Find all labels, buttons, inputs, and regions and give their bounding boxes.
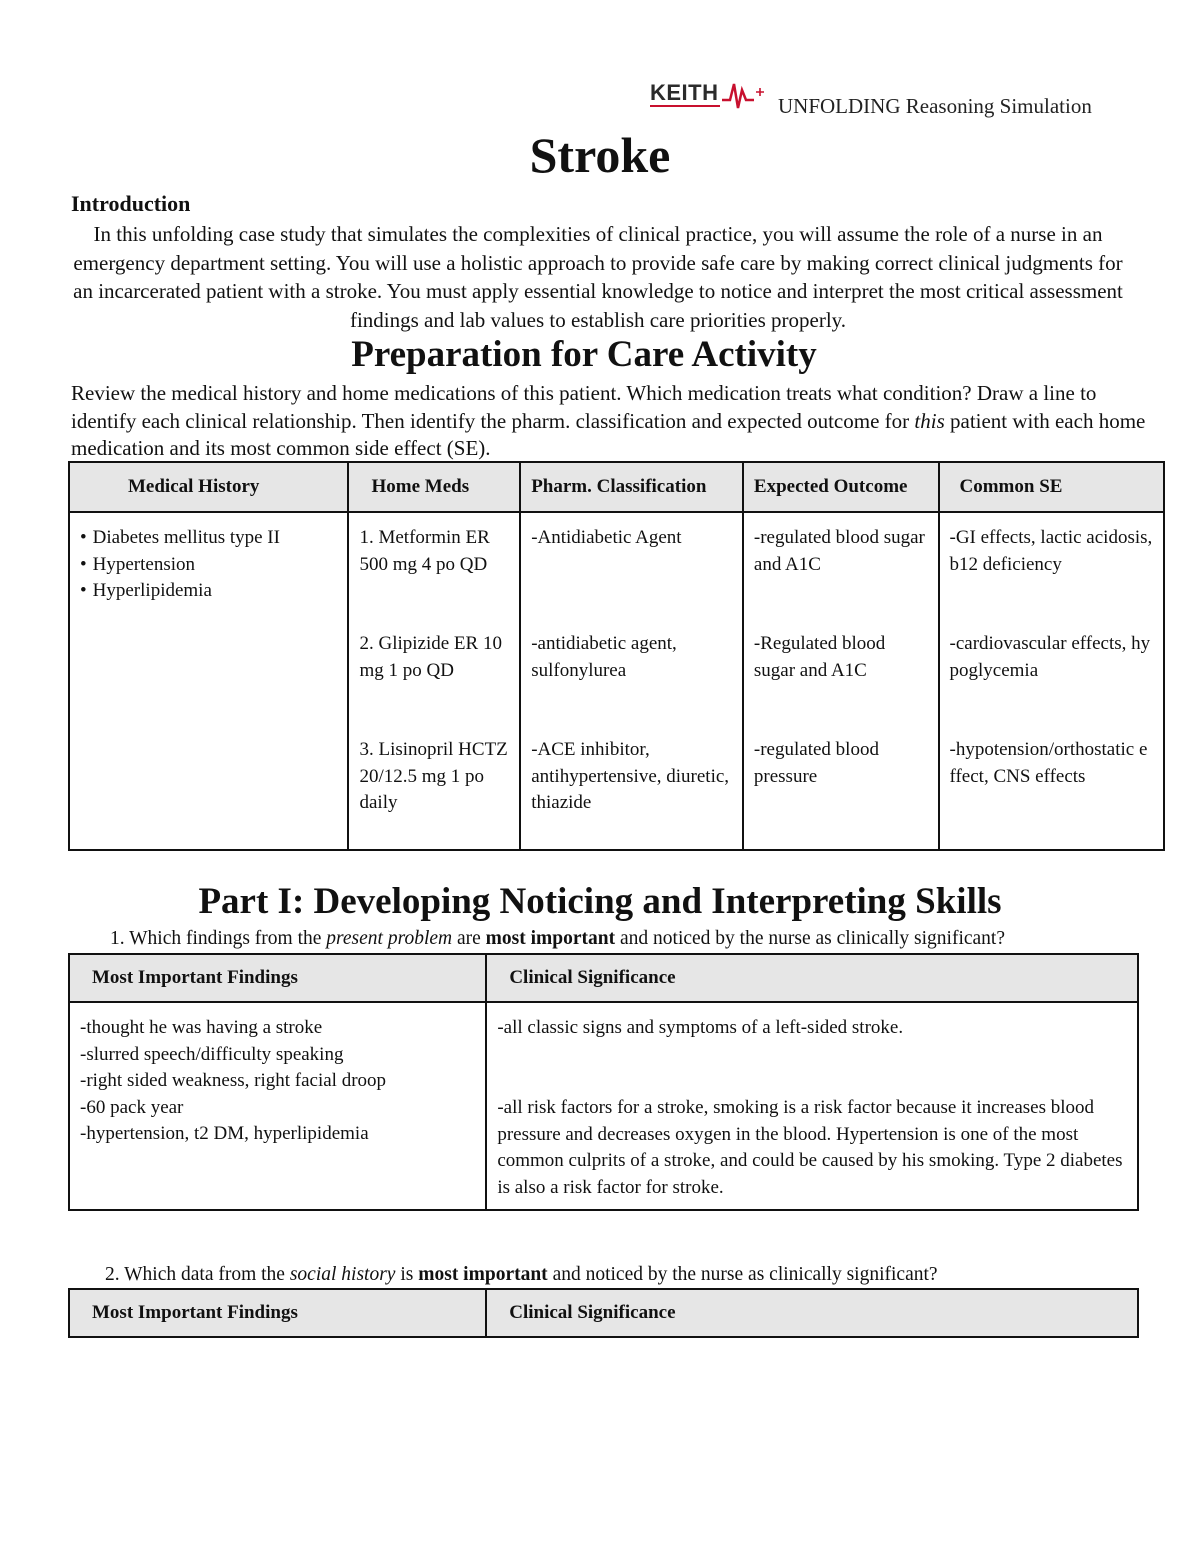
med-name: 1. Metformin ER 500 mg 4 po QD [359,527,490,575]
med-outcome: -regulated blood sugar and A1C [753,527,925,575]
col-clinical-significance: Clinical Significance [486,954,1138,1002]
significance-text-1: -all classic signs and symptoms of a left-sided stroke. [497,1017,904,1038]
col-home-meds: Home Meds [348,462,520,512]
q2-prefix: 2. Which data from the [105,1264,290,1285]
question-1 [110,928,1005,950]
bullet-icon: • [80,580,87,601]
list-item: -60 pack year [80,1096,184,1118]
question-2 [105,1264,938,1286]
bullet-icon: • [80,553,87,575]
preparation-instructions [71,380,1151,463]
findings-cell [69,1002,486,1210]
med-name: 3. Lisinopril HCTZ 20/12.5 mg 1 po daily [359,739,508,813]
history-item-text: Hypertension [92,553,196,575]
list-item: -hypertension, t2 DM, hyperlipidemia [80,1123,369,1144]
list-item: -thought he was having a stroke [80,1017,323,1038]
col-common-se: Common SE [939,462,1165,512]
q1-mid: are [452,928,486,949]
med-outcome: -regulated blood pressure [753,739,879,787]
findings-table-social-history [68,1288,1139,1338]
medication-table-header-row [69,462,1164,512]
med-side-effect: -GI effects, lactic acidosis, b12 deficiency [949,527,1153,575]
col-clinical-significance: Clinical Significance [486,1289,1138,1337]
logo-underline [650,105,720,107]
introduction-heading: Introduction [71,191,191,216]
list-item: -right sided weakness, right facial droop [80,1070,387,1091]
col-medical-history: Medical History [69,462,348,512]
page-title: Stroke [529,127,671,183]
q1-italic: present problem [326,928,453,949]
prep-text-italic: this [914,408,945,433]
medication-table [68,461,1165,851]
classification-cell [520,512,743,850]
home-meds-cell [348,512,520,850]
findings-header-row [69,954,1138,1002]
q1-prefix: 1. Which findings from the [110,928,327,949]
med-outcome: -Regulated blood sugar and A1C [753,633,886,681]
bullet-icon: • [80,527,87,548]
med-side-effect: -cardiovascular effects, hypoglycemia [949,633,1151,681]
med-name: 2. Glipizide ER 10 mg 1 po QD [359,633,502,681]
q2-suffix: and noticed by the nurse as clinically significant? [547,1264,938,1285]
q2-mid: is [395,1264,419,1285]
findings-table-present-problem [68,953,1139,1211]
col-pharm-classification: Pharm. Classification [520,462,743,512]
q2-bold: most important [418,1264,548,1285]
list-item: -slurred speech/difficulty speaking [80,1043,344,1065]
heartbeat-rn-logo-icon [720,78,776,114]
list-item [80,552,337,579]
document-header [650,78,1140,118]
list-item [80,578,337,605]
list-item [80,525,337,552]
med-classification: -Antidiabetic Agent [531,527,682,548]
significance-text-2: -all risk factors for a stroke, smoking is a risk factor because it increases blood pressure and decreases oxygen in the blood. Hypertension is one of the most common culprits of a stroke, and could be caused by his smoking. Type 2 diabetes is also a risk factor for stroke. [497,1097,1123,1198]
history-item-text: Hyperlipidemia [92,580,212,601]
keith-logo-text: KEITH [650,80,719,105]
col-most-important-findings: Most Important Findings [69,954,486,1002]
history-item-text: Diabetes mellitus type II [92,527,280,548]
preparation-title: Preparation for Care Activity [351,334,817,375]
part1-title: Part I: Developing Noticing and Interpreting Skills [198,881,1002,922]
col-expected-outcome: Expected Outcome [743,462,939,512]
table-row [69,1002,1138,1210]
medical-history-cell [69,512,348,850]
med-classification: -ACE inhibitor, antihypertensive, diuretic, thiazide [531,739,730,813]
header-subtitle: UNFOLDING Reasoning Simulation [778,94,1092,118]
q1-suffix: and noticed by the nurse as clinically significant? [615,928,1006,949]
q2-italic: social history [289,1264,396,1285]
med-side-effect: -hypotension/orthostatic effect, CNS effects [949,739,1148,787]
findings-header-row [69,1289,1138,1337]
significance-cell [486,1002,1138,1210]
med-classification: -antidiabetic agent, sulfonylurea [531,633,677,681]
prep-text-1: Review the medical history and home medications of this patient. Which medication treats what condition? Draw a line to identify each clinical relationship. Then identify the pharm. classification and expected outcome for [71,381,1097,433]
introduction-body: In this unfolding case study that simulates the complexities of clinical practice, you will assume the role of a nurse in an emergency department setting. You will use a holistic approach to provide safe care by making correct clinical judgments for an incarcerated patient with a stroke. You must apply essential knowledge to notice and interpret the most critical assessment findings and lab values to establish care priorities properly. [73,222,1123,332]
prep-text-2: patient with each home medication and its most common side effect (SE). [71,408,1146,460]
col-most-important-findings: Most Important Findings [69,1289,486,1337]
q1-bold: most important [485,928,616,949]
outcome-cell [743,512,939,850]
side-effect-cell [939,512,1165,850]
medication-table-row [69,512,1164,850]
